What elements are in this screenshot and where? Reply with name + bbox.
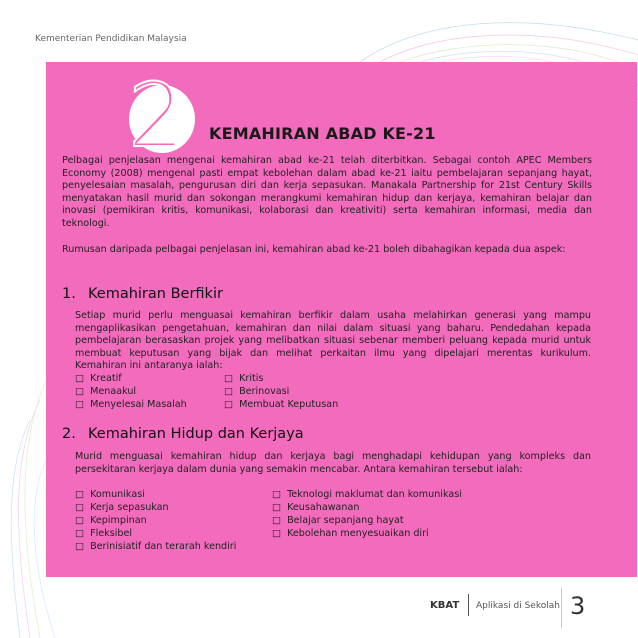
section-body-berfikir: Setiap murid perlu menguasai kemahiran berfikir dalam usaha melahirkan generasi yang mampu mengaplikasikan pengetahuan, kemahiran dan nilai dalam situasi yang baharu. Pendedahan kepada pembelajaran berasaskan projek yang melibatkan situasi sebenar memberi peluang kepada murid untuk membuat keputusan yang bijak dan melihat perkaitan ilmu yang dipelajari merentas kurikulum. Kemahiran ini antaranya ialah: (75, 310, 591, 372)
list-item: □ Menyelesai Masalah (75, 399, 187, 410)
section-number: 2. (62, 426, 76, 442)
section-heading-hidup-kerjaya (62, 426, 304, 442)
list-item: □ Kritis (224, 373, 264, 384)
section-number: 1. (62, 286, 76, 302)
footer-subtitle: Aplikasi di Sekolah (476, 601, 560, 611)
list-item: □ Keusahawanan (272, 502, 360, 513)
checkbox-icon: □ (224, 386, 234, 397)
chapter-number: 2 (128, 64, 184, 167)
section-body-hidup-kerjaya: Murid menguasai kemahiran hidup dan kerjaya bagi menghadapi kehidupan yang kompleks dan persekitaran kerjaya dalam dunia yang semakin mencabar. Antara kemahiran tersebut ialah: (75, 451, 591, 475)
checkbox-icon: □ (224, 373, 234, 384)
checkbox-icon: □ (272, 515, 282, 526)
list-item: □ Kebolehan menyesuaikan diri (272, 528, 429, 539)
section-title: Kemahiran Berfikir (88, 286, 223, 302)
list-item: □ Fleksibel (75, 528, 133, 539)
checkbox-icon: □ (272, 502, 282, 513)
checkbox-icon: □ (75, 541, 85, 552)
checkbox-icon: □ (75, 489, 85, 500)
intro-paragraph-2: Rumusan daripada pelbagai penjelasan ini, kemahiran abad ke-21 boleh dibahagikan kepada dua aspek: (62, 244, 566, 255)
checkbox-icon: □ (75, 502, 85, 513)
list-item: □ Menaakul (75, 386, 137, 397)
section-heading-berfikir (62, 286, 223, 302)
checkbox-icon: □ (75, 399, 85, 410)
section-title: Kemahiran Hidup dan Kerjaya (88, 426, 304, 442)
intro-paragraph-1: Pelbagai penjelasan mengenai kemahiran abad ke-21 telah diterbitkan. Sebagai contoh APEC Members Economy (2008) mengenal pasti empat kebolehan dalam abad ke-21 iaitu pembelajaran sepanjang hayat, penyelesaian masalah, pengurusan diri dan kerja sepasukan. Manakala Partnership for 21st Century Skills menyatakan hasil murid dan sokongan merangkumi kemahiran hidup dan kerjaya, kemahiran belajar dan inovasi (pemikiran kritis, komunikasi, kolaborasi dan kreativiti) serta kemahiran informasi, media dan teknologi. (62, 155, 592, 229)
list-item: □ Kerja sepasukan (75, 502, 169, 513)
checkbox-icon: □ (75, 386, 85, 397)
list-item: □ Komunikasi (75, 489, 145, 500)
list-item: □ Membuat Keputusan (224, 399, 339, 410)
list-item: □ Belajar sepanjang hayat (272, 515, 404, 526)
checkbox-icon: □ (224, 399, 234, 410)
checkbox-icon: □ (75, 528, 85, 539)
checkbox-icon: □ (272, 489, 282, 500)
checkbox-icon: □ (75, 373, 85, 384)
checkbox-icon: □ (272, 528, 282, 539)
list-item: □ Teknologi maklumat dan komunikasi (272, 489, 462, 500)
ministry-header: Kementerian Pendidikan Malaysia (35, 34, 187, 44)
chapter-title: KEMAHIRAN ABAD KE-21 (209, 124, 436, 143)
checkbox-icon: □ (75, 515, 85, 526)
list-item: □ Berinisiatif dan terarah kendiri (75, 541, 237, 552)
list-item: □ Kepimpinan (75, 515, 147, 526)
footer-divider (468, 594, 469, 616)
footer-brand: KBAT (430, 600, 460, 611)
page-number: 3 (570, 592, 586, 620)
list-item: □ Berinovasi (224, 386, 290, 397)
list-item: □ Kreatif (75, 373, 122, 384)
